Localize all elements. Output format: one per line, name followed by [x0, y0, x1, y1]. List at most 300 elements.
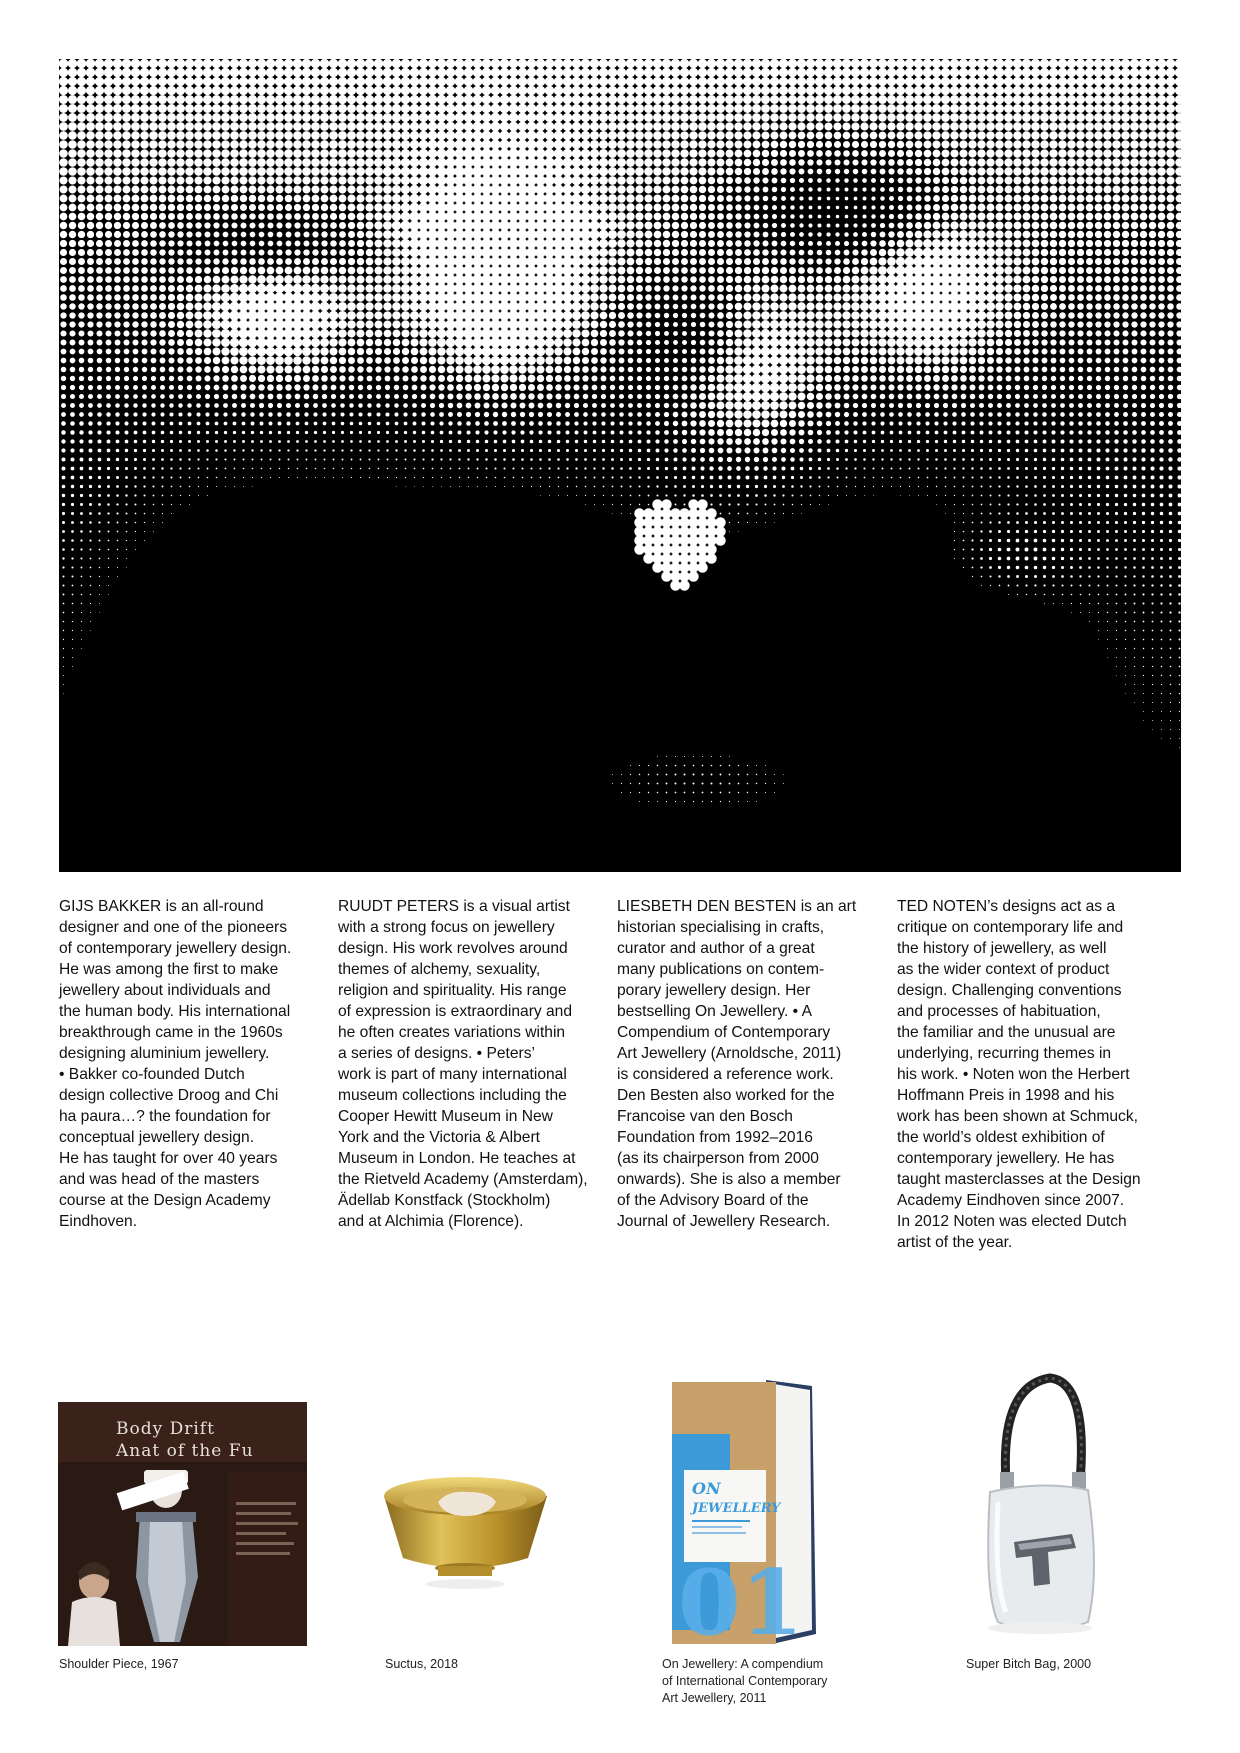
halftone-dot — [481, 148, 491, 158]
halftone-dot — [726, 294, 733, 301]
halftone-dot — [788, 95, 797, 104]
halftone-dot — [132, 312, 139, 319]
halftone-dot — [86, 86, 95, 95]
halftone-dot — [446, 131, 456, 141]
halftone-dot — [707, 59, 717, 68]
halftone-dot — [536, 149, 546, 159]
halftone-dot — [717, 366, 725, 374]
halftone-dot — [544, 202, 554, 212]
halftone-dot — [961, 403, 966, 408]
halftone-dot — [619, 367, 625, 373]
halftone-dot — [122, 158, 131, 167]
halftone-dot — [1077, 312, 1083, 318]
halftone-dot — [518, 68, 528, 78]
halftone-dot — [653, 59, 663, 68]
halftone-dot — [654, 195, 662, 203]
halftone-dot — [238, 319, 248, 329]
halftone-dot — [853, 412, 858, 417]
halftone-dot — [744, 276, 752, 284]
halftone-dot — [1132, 367, 1138, 373]
halftone-dot — [771, 168, 778, 175]
halftone-dot — [1166, 86, 1175, 95]
halftone-dot — [59, 59, 68, 68]
halftone-dot — [752, 113, 761, 122]
halftone-dot — [411, 366, 418, 373]
halftone-dot — [977, 338, 985, 346]
halftone-dot — [455, 59, 465, 68]
halftone-dot — [690, 186, 698, 194]
halftone-dot — [95, 86, 104, 95]
halftone-dot — [418, 220, 428, 230]
halftone-dot — [410, 113, 419, 122]
halftone-dot — [726, 321, 733, 328]
halftone-dot — [627, 321, 633, 327]
halftone-dot — [59, 167, 68, 176]
halftone-dot — [133, 412, 137, 416]
halftone-dot — [1105, 376, 1110, 381]
halftone-dot — [203, 158, 212, 167]
halftone-dot — [1096, 412, 1101, 417]
halftone-dot — [1022, 176, 1030, 184]
halftone-dot — [988, 394, 993, 399]
halftone-dot — [790, 250, 796, 256]
halftone-dot — [508, 283, 518, 293]
halftone-dot — [654, 258, 661, 265]
halftone-dot — [979, 394, 984, 399]
halftone-dot — [734, 338, 742, 346]
halftone-dot — [1094, 104, 1103, 113]
halftone-dot — [113, 86, 122, 95]
halftone-dot — [581, 185, 590, 194]
halftone-dot — [789, 285, 797, 293]
halftone-dot — [150, 195, 158, 203]
halftone-dot — [177, 339, 184, 346]
halftone-dot — [526, 238, 536, 248]
halftone-dot — [276, 204, 283, 211]
halftone-dot — [897, 384, 903, 390]
halftone-dot — [69, 222, 77, 230]
halftone-dot — [646, 412, 651, 417]
halftone-dot — [869, 329, 878, 338]
halftone-dot — [914, 248, 923, 257]
halftone-dot — [761, 374, 771, 384]
halftone-dot — [663, 276, 670, 283]
halftone-dot — [1131, 213, 1139, 221]
halftone-dot — [986, 131, 995, 140]
halftone-dot — [968, 140, 976, 148]
halftone-dot — [1104, 195, 1112, 203]
halftone-dot — [662, 140, 671, 149]
halftone-dot — [266, 113, 275, 122]
halftone-dot — [691, 331, 696, 336]
halftone-dot — [231, 258, 238, 265]
halftone-dot — [159, 312, 166, 319]
halftone-dot — [797, 311, 806, 320]
halftone-dot — [465, 393, 471, 399]
halftone-dot — [1121, 59, 1131, 68]
halftone-dot — [544, 247, 554, 257]
halftone-dot — [1059, 276, 1066, 283]
halftone-dot — [581, 122, 590, 131]
halftone-dot — [1176, 213, 1181, 221]
halftone-dot — [401, 131, 410, 140]
halftone-dot — [961, 394, 967, 400]
halftone-dot — [969, 375, 976, 382]
halftone-dot — [78, 276, 85, 283]
halftone-dot — [410, 302, 419, 311]
halftone-dot — [437, 104, 446, 113]
halftone-dot — [538, 412, 543, 417]
halftone-dot — [1176, 240, 1181, 247]
halftone-dot — [239, 122, 248, 131]
halftone-dot — [986, 167, 994, 175]
halftone-dot — [356, 194, 364, 202]
halftone-dot — [356, 131, 365, 140]
halftone-dot — [410, 194, 420, 204]
halftone-dot — [916, 412, 921, 417]
halftone-dot — [95, 140, 104, 149]
halftone-dot — [617, 239, 626, 248]
halftone-dot — [1112, 131, 1121, 140]
halftone-dot — [185, 68, 194, 77]
halftone-dot — [761, 347, 771, 357]
halftone-dot — [167, 113, 176, 122]
halftone-dot — [958, 292, 968, 302]
halftone-dot — [213, 267, 220, 274]
halftone-dot — [725, 113, 734, 122]
halftone-dot — [149, 104, 158, 113]
halftone-dot — [1014, 366, 1020, 372]
halftone-dot — [1148, 149, 1157, 158]
halftone-dot — [338, 284, 347, 293]
halftone-dot — [231, 375, 238, 382]
halftone-dot — [78, 231, 85, 238]
halftone-dot — [681, 249, 688, 256]
halftone-dot — [410, 68, 420, 78]
halftone-dot — [735, 267, 742, 274]
halftone-dot — [995, 68, 1004, 77]
halftone-dot — [87, 186, 95, 194]
halftone-dot — [151, 376, 156, 381]
halftone-dot — [176, 122, 185, 131]
halftone-dot — [797, 86, 806, 95]
halftone-dot — [185, 86, 194, 95]
halftone-dot — [311, 185, 319, 193]
halftone-dot — [294, 384, 300, 390]
halftone-dot — [582, 366, 589, 373]
halftone-dot — [61, 358, 67, 364]
halftone-dot — [482, 86, 492, 96]
halftone-dot — [762, 249, 769, 256]
halftone-dot — [969, 366, 976, 373]
halftone-dot — [284, 158, 293, 167]
halftone-dot — [716, 68, 725, 77]
halftone-dot — [86, 77, 95, 86]
halftone-dot — [761, 131, 769, 139]
halftone-dot — [779, 383, 788, 392]
halftone-dot — [402, 366, 409, 373]
halftone-dot — [932, 122, 941, 131]
halftone-dot — [428, 338, 437, 347]
halftone-dot — [789, 141, 796, 148]
halftone-dot — [645, 249, 653, 257]
halftone-dot — [1121, 104, 1130, 113]
halftone-dot — [1004, 158, 1012, 166]
halftone-dot — [707, 149, 715, 157]
halftone-dot — [239, 59, 249, 68]
halftone-dot — [1060, 358, 1066, 364]
halftone-dot — [617, 194, 626, 203]
halftone-dot — [844, 250, 850, 256]
halftone-dot — [681, 276, 688, 283]
halftone-dot — [1175, 68, 1181, 77]
halftone-dot — [799, 223, 803, 227]
halftone-dot — [682, 340, 687, 345]
halftone-dot — [987, 348, 994, 355]
halftone-dot — [223, 232, 229, 238]
halftone-dot — [988, 403, 993, 408]
halftone-dot — [1024, 367, 1030, 373]
halftone-dot — [303, 258, 310, 265]
halftone-dot — [508, 229, 518, 239]
halftone-dot — [499, 283, 509, 293]
halftone-dot — [528, 384, 535, 391]
halftone-dot — [664, 367, 669, 372]
halftone-dot — [977, 266, 987, 276]
halftone-dot — [869, 311, 878, 320]
halftone-dot — [266, 86, 275, 95]
halftone-dot — [1157, 122, 1166, 131]
halftone-dot — [401, 284, 410, 293]
halftone-dot — [301, 328, 311, 338]
halftone-dot — [131, 59, 141, 68]
halftone-dot — [123, 276, 130, 283]
halftone-dot — [517, 265, 527, 275]
halftone-dot — [1077, 276, 1084, 283]
halftone-dot — [1024, 403, 1029, 408]
halftone-dot — [463, 283, 473, 293]
halftone-dot — [752, 338, 761, 347]
halftone-dot — [869, 320, 878, 329]
halftone-dot — [221, 311, 231, 321]
halftone-dot — [673, 331, 678, 336]
halftone-dot — [366, 348, 373, 355]
halftone-dot — [77, 131, 86, 140]
halftone-dot — [672, 267, 679, 274]
halftone-dot — [662, 176, 670, 184]
halftone-dot — [329, 320, 338, 329]
halftone-dot — [430, 394, 436, 400]
halftone-dot — [79, 340, 85, 346]
halftone-dot — [591, 348, 598, 355]
halftone-dot — [770, 410, 778, 418]
halftone-dot — [977, 86, 986, 95]
halftone-dot — [923, 104, 932, 113]
halftone-dot — [1175, 149, 1181, 158]
halftone-dot — [240, 366, 248, 374]
halftone-dot — [563, 158, 573, 168]
halftone-dot — [250, 250, 256, 256]
halftone-dot — [779, 374, 788, 383]
halftone-dot — [978, 177, 986, 185]
halftone-dot — [445, 229, 455, 239]
halftone-dot — [222, 375, 229, 382]
halftone-dot — [517, 301, 527, 311]
halftone-dot — [123, 213, 130, 220]
halftone-dot — [1176, 204, 1181, 212]
halftone-dot — [770, 59, 780, 68]
halftone-dot — [888, 132, 896, 140]
halftone-dot — [735, 276, 742, 283]
halftone-dot — [770, 77, 779, 86]
halftone-dot — [996, 348, 1003, 355]
halftone-dot — [535, 211, 545, 221]
halftone-dot — [266, 176, 274, 184]
halftone-dot — [1175, 95, 1181, 104]
halftone-dot — [392, 284, 401, 293]
halftone-dot — [562, 238, 572, 248]
halftone-dot — [1023, 348, 1029, 354]
halftone-dot — [1023, 285, 1031, 293]
halftone-dot — [490, 292, 500, 302]
halftone-dot — [843, 366, 850, 373]
halftone-dot — [77, 77, 86, 86]
halftone-dot — [637, 385, 642, 390]
halftone-dot — [735, 213, 741, 219]
halftone-dot — [844, 412, 849, 417]
halftone-dot — [159, 330, 166, 337]
halftone-dot — [508, 247, 518, 257]
halftone-dot — [142, 358, 148, 364]
halftone-dot — [149, 59, 159, 68]
halftone-dot — [167, 176, 175, 184]
halftone-dot — [527, 140, 537, 150]
halftone-dot — [1005, 321, 1013, 329]
halftone-dot — [499, 157, 509, 167]
halftone-dot — [545, 131, 555, 141]
halftone-dot — [1141, 412, 1146, 417]
halftone-dot — [914, 59, 924, 68]
halftone-dot — [248, 95, 257, 104]
halftone-dot — [518, 86, 528, 96]
halftone-dot — [259, 232, 265, 238]
halftone-dot — [599, 104, 608, 113]
halftone-dot — [160, 394, 165, 399]
halftone-dot — [1167, 186, 1175, 194]
halftone-dot — [547, 412, 552, 417]
halftone-dot — [509, 131, 519, 141]
halftone-dot — [1140, 231, 1147, 238]
halftone-dot — [968, 122, 977, 131]
halftone-dot — [491, 59, 501, 68]
halftone-dot — [987, 375, 993, 381]
halftone-dot — [517, 310, 527, 320]
halftone-dot — [464, 347, 474, 357]
halftone-dot — [1004, 230, 1012, 238]
halftone-dot — [241, 403, 246, 408]
halftone-dot — [177, 294, 184, 301]
halftone-dot — [303, 366, 311, 374]
halftone-dot — [1113, 240, 1120, 247]
halftone-dot — [977, 167, 985, 175]
halftone-dot — [790, 232, 795, 237]
halftone-dot — [511, 412, 516, 417]
halftone-dot — [563, 122, 572, 131]
halftone-dot — [572, 77, 582, 87]
halftone-dot — [845, 215, 849, 219]
halftone-dot — [410, 311, 419, 320]
halftone-dot — [553, 229, 563, 239]
halftone-dot — [455, 122, 465, 132]
halftone-dot — [257, 95, 266, 104]
halftone-dot — [717, 267, 724, 274]
halftone-dot — [124, 385, 129, 390]
halftone-dot — [797, 95, 806, 104]
halftone-dot — [870, 132, 878, 140]
halftone-dot — [167, 95, 176, 104]
halftone-dot — [941, 248, 951, 258]
halftone-dot — [653, 122, 662, 131]
halftone-dot — [798, 402, 806, 410]
halftone-dot — [455, 86, 465, 96]
halftone-dot — [203, 149, 212, 158]
halftone-dot — [995, 221, 1003, 229]
halftone-dot — [934, 394, 940, 400]
halftone-dot — [582, 375, 588, 381]
halftone-dot — [833, 293, 841, 301]
halftone-dot — [835, 232, 839, 236]
halftone-dot — [735, 204, 741, 210]
halftone-dot — [445, 220, 455, 230]
halftone-dot — [78, 312, 84, 318]
halftone-dot — [535, 274, 545, 284]
halftone-dot — [463, 301, 473, 311]
halftone-dot — [186, 357, 193, 364]
halftone-dot — [599, 140, 608, 149]
halftone-dot — [573, 384, 579, 390]
halftone-dot — [376, 385, 381, 390]
halftone-dot — [177, 195, 185, 203]
halftone-dot — [959, 131, 968, 140]
halftone-dot — [535, 256, 545, 266]
halftone-dot — [293, 176, 301, 184]
halftone-dot — [320, 113, 329, 122]
halftone-dot — [716, 140, 724, 148]
halftone-dot — [807, 159, 813, 165]
halftone-dot — [827, 197, 831, 201]
halftone-dot — [294, 195, 302, 203]
halftone-dot — [681, 402, 687, 408]
halftone-dot — [1013, 68, 1022, 77]
halftone-dot — [438, 384, 444, 390]
halftone-dot — [922, 274, 932, 284]
halftone-dot — [113, 176, 121, 184]
halftone-dot — [88, 376, 93, 381]
halftone-dot — [295, 232, 301, 238]
halftone-dot — [1139, 86, 1148, 95]
halftone-dot — [383, 77, 392, 86]
halftone-dot — [322, 403, 327, 408]
halftone-dot — [151, 367, 157, 373]
halftone-dot — [106, 376, 111, 381]
halftone-dot — [907, 205, 913, 211]
halftone-dot — [761, 329, 770, 338]
halftone-dot — [284, 68, 293, 77]
halftone-dot — [168, 303, 175, 310]
halftone-dot — [1104, 204, 1112, 212]
halftone-dot — [133, 385, 138, 390]
halftone-dot — [1067, 167, 1076, 176]
